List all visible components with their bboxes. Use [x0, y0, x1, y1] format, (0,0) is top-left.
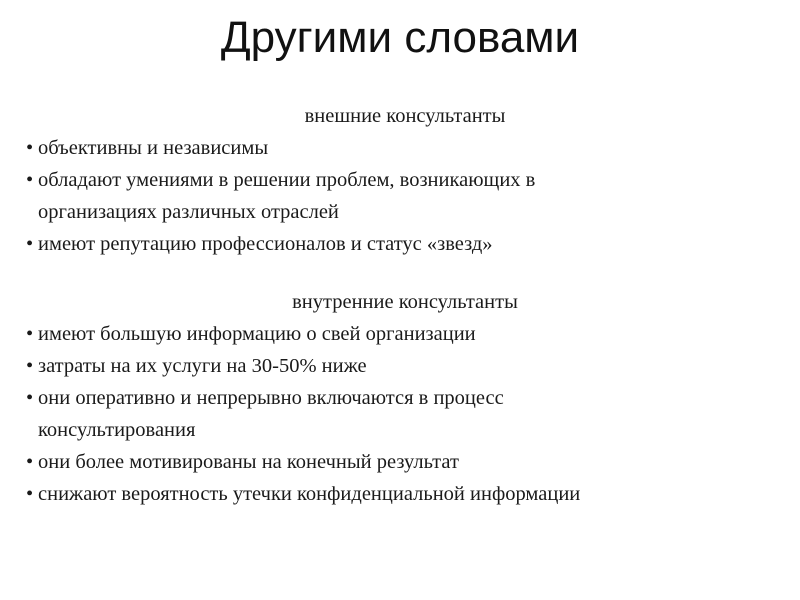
- bullet-item: [20, 350, 790, 382]
- bullet-text: снижают вероятность утечки конфиденциальной информации: [38, 483, 581, 505]
- bullet-item: [20, 132, 790, 164]
- section-heading: внутренние консультанты: [292, 291, 518, 313]
- slide-content: [20, 100, 790, 510]
- bullet-item: [20, 478, 790, 510]
- bullet-item: [20, 164, 790, 228]
- bullet-text: они оперативно и непрерывно включаются в процесс: [38, 387, 504, 409]
- bullet-text-continuation: консультирования: [38, 419, 196, 441]
- slide-title: Другими словами: [220, 13, 580, 62]
- bullet-text: имеют репутацию профессионалов и статус «звезд»: [38, 233, 493, 255]
- bullet-icon: •: [26, 355, 34, 377]
- bullet-item: [20, 446, 790, 478]
- bullet-icon: •: [26, 169, 34, 191]
- bullet-text: имеют большую информацию о свей организации: [38, 323, 476, 345]
- bullet-text: обладают умениями в решении проблем, возникающих в: [38, 169, 536, 191]
- bullet-text: они более мотивированы на конечный результат: [38, 451, 459, 473]
- section-heading: внешние консультанты: [304, 105, 506, 127]
- bullet-item: [20, 228, 790, 260]
- section-external: [20, 100, 790, 260]
- bullet-text: затраты на их услуги на 30-50% ниже: [38, 355, 367, 377]
- section-internal: [20, 286, 790, 510]
- bullet-icon: •: [26, 323, 34, 345]
- bullet-icon: •: [26, 483, 34, 505]
- bullet-item: [20, 318, 790, 350]
- bullet-list: [20, 132, 790, 260]
- bullet-icon: •: [26, 233, 34, 255]
- bullet-icon: •: [26, 451, 34, 473]
- bullet-item: [20, 382, 790, 446]
- bullet-text: объективны и независимы: [38, 137, 269, 159]
- bullet-list: [20, 318, 790, 510]
- bullet-icon: •: [26, 137, 34, 159]
- bullet-text-continuation: организациях различных отраслей: [38, 201, 339, 223]
- bullet-icon: •: [26, 387, 34, 409]
